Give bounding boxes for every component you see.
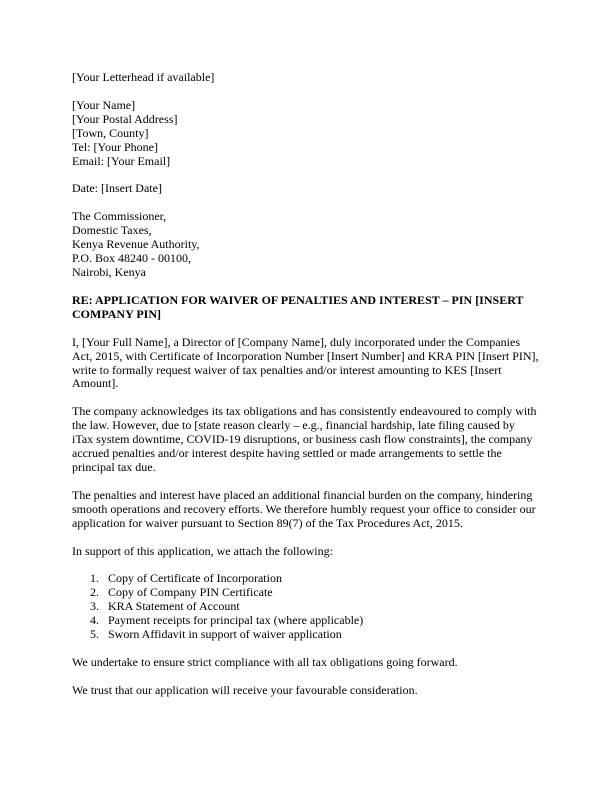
list-item-number: 2. bbox=[90, 585, 99, 600]
letterhead-placeholder: [Your Letterhead if available] bbox=[72, 70, 215, 84]
recipient-line: Domestic Taxes, bbox=[72, 223, 152, 238]
paragraph-line: smooth operations and recovery efforts. We therefore humbly request your office to consider our bbox=[72, 501, 536, 516]
attachments-list bbox=[72, 572, 542, 642]
paragraph-line: I, [Your Full Name], a Director of [Company Name], duly incorporated under the Companies bbox=[72, 334, 521, 349]
list-item-text: Copy of Certificate of Incorporation bbox=[108, 571, 282, 586]
subject-line: RE: APPLICATION FOR WAIVER OF PENALTIES AND INTEREST – PIN [INSERT bbox=[72, 292, 524, 307]
undertaking-statement: We undertake to ensure strict compliance with all tax obligations going forward. bbox=[72, 655, 458, 669]
list-item-text: Sworn Affidavit in support of waiver application bbox=[108, 627, 342, 642]
recipient-line: Nairobi, Kenya bbox=[72, 264, 146, 279]
reason-paragraph bbox=[72, 405, 542, 475]
recipient-line: P.O. Box 48240 - 00100, bbox=[72, 251, 192, 266]
intro-paragraph bbox=[72, 336, 542, 392]
subject-heading bbox=[72, 294, 542, 322]
subject-line: COMPANY PIN] bbox=[72, 306, 161, 321]
sender-address-block bbox=[72, 99, 542, 169]
list-item-text: Payment receipts for principal tax (where applicable) bbox=[108, 613, 364, 628]
paragraph-line: iTax system downtime, COVID-19 disruptions, or business cash flow constraints], the company bbox=[72, 432, 533, 447]
paragraph-line: principal tax due. bbox=[72, 459, 156, 474]
recipient-line: The Commissioner, bbox=[72, 209, 167, 224]
list-item bbox=[72, 586, 542, 600]
paragraph-line: application for waiver pursuant to Section 89(7) of the Tax Procedures Act, 2015. bbox=[72, 515, 463, 530]
list-item-number: 5. bbox=[90, 627, 99, 642]
list-item-number: 3. bbox=[90, 599, 99, 614]
recipient-address-block bbox=[72, 210, 542, 280]
sender-postal-address: [Your Postal Address] bbox=[72, 111, 178, 126]
list-item-number: 1. bbox=[90, 571, 99, 586]
list-item-number: 4. bbox=[90, 613, 99, 628]
list-item bbox=[72, 600, 542, 614]
paragraph-line: The company acknowledges its tax obligations and has consistently endeavoured to comply with bbox=[72, 404, 537, 419]
paragraph-line: write to formally request waiver of tax penalties and/or interest amounting to KES [Insert bbox=[72, 362, 502, 377]
letter-date: Date: [Insert Date] bbox=[72, 181, 162, 196]
list-item bbox=[72, 628, 542, 642]
attachments-intro: In support of this application, we attach the following: bbox=[72, 543, 333, 558]
paragraph-line: Act, 2015, with Certificate of Incorporation Number [Insert Number] and KRA PIN [Insert PIN], bbox=[72, 348, 539, 363]
recipient-line: Kenya Revenue Authority, bbox=[72, 237, 200, 252]
paragraph-line: The penalties and interest have placed an additional financial burden on the company, hindering bbox=[72, 487, 533, 502]
letter-page bbox=[72, 71, 542, 698]
list-item-text: KRA Statement of Account bbox=[108, 599, 240, 614]
sender-town: [Town, County] bbox=[72, 125, 149, 140]
closing-statement: We trust that our application will receive your favourable consideration. bbox=[72, 682, 418, 697]
sender-email: Email: [Your Email] bbox=[72, 153, 171, 168]
sender-tel: Tel: [Your Phone] bbox=[72, 139, 158, 154]
paragraph-line: the law. However, due to [state reason clearly – e.g., financial hardship, late filing caused by bbox=[72, 418, 515, 433]
sender-name: [Your Name] bbox=[72, 97, 136, 112]
list-item-text: Copy of Company PIN Certificate bbox=[108, 585, 273, 600]
list-item bbox=[72, 614, 542, 628]
list-item bbox=[72, 572, 542, 586]
paragraph-line: accrued penalties and/or interest despite having settled or made arrangements to settle the bbox=[72, 446, 502, 461]
paragraph-line: Amount]. bbox=[72, 376, 119, 391]
request-paragraph bbox=[72, 489, 542, 531]
